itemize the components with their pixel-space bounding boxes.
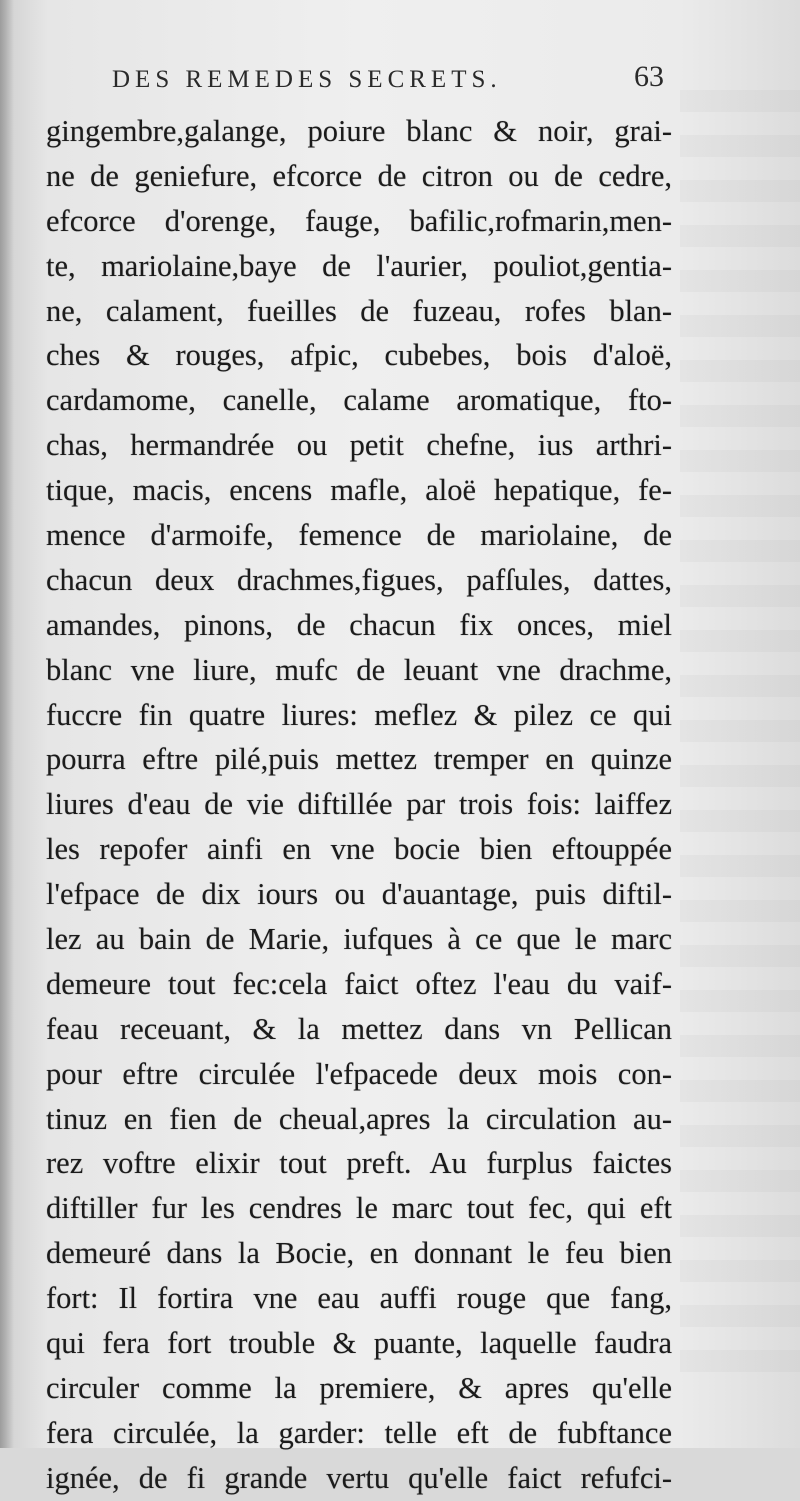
page-number: 63 xyxy=(634,60,664,93)
text-line: amandes, pinons, de chacun fix onces, miel xyxy=(46,607,672,642)
text-line: fuccre fin quatre liures: meflez & pilez ce qui xyxy=(46,697,672,732)
text-line: circuler comme la premiere, & apres qu'elle xyxy=(46,1370,672,1405)
text-line: cardamome, canelle, calame aromatique, fto- xyxy=(46,383,672,418)
text-line: lez au bain de Marie, iufques à ce que le marc xyxy=(46,922,672,957)
text-line: blanc vne liure, mufc de leuant vne drachme, xyxy=(46,652,672,687)
text-line: l'efpace de dix iours ou d'auantage, puis diftil- xyxy=(46,877,672,912)
text-line: diftiller fur les cendres le marc tout fec, qui eft xyxy=(46,1191,672,1226)
text-line: les repofer ainfi en vne bocie bien eftouppée xyxy=(46,832,672,867)
text-line: tique, macis, encens mafle, aloë hepatique, fe- xyxy=(46,473,672,508)
text-line: feau receuant, & la mettez dans vn Pellican xyxy=(46,1011,672,1046)
body-text xyxy=(46,109,672,1501)
text-line: demeuré dans la Bocie, en donnant le feu bien xyxy=(46,1236,672,1271)
text-line: fera circulée, la garder: telle eft de fubftance xyxy=(46,1415,672,1450)
text-line: ne, calament, fueilles de fuzeau, rofes blan- xyxy=(46,293,672,328)
text-line: mence d'armoife, femence de mariolaine, de xyxy=(46,518,672,553)
show-through-texture xyxy=(680,90,800,1390)
text-line: ignée, de fi grande vertu qu'elle faict refufci- xyxy=(46,1460,672,1495)
gutter-shadow xyxy=(0,0,14,1448)
text-line: rez voftre elixir tout preft. Au furplus faictes xyxy=(46,1146,672,1181)
text-line: te, mariolaine,baye de l'aurier, pouliot,gentia- xyxy=(46,248,672,283)
text-line: pourra eftre pilé,puis mettez tremper en quinze xyxy=(46,742,672,777)
text-line: ne de geniefure, efcorce de citron ou de cedre, xyxy=(46,158,672,193)
text-line: fort: Il fortira vne eau auffi rouge que fang, xyxy=(46,1281,672,1316)
text-line: chas, hermandrée ou petit chefne, ius arthri- xyxy=(46,428,672,463)
running-title: DES REMEDES SECRETS. xyxy=(112,66,502,93)
text-line: liures d'eau de vie diftillée par trois fois: laiffez xyxy=(46,787,672,822)
text-line: gingembre,galange, poiure blanc & noir, grai- xyxy=(46,114,672,148)
text-line: qui fera fort trouble & puante, laquelle faudra xyxy=(46,1326,672,1361)
text-line: ches & rouges, afpic, cubebes, bois d'aloë, xyxy=(46,338,672,373)
text-line: demeure tout fec:cela faict oftez l'eau du vaif- xyxy=(46,966,672,1001)
text-line: tinuz en fien de cheual,apres la circulation au- xyxy=(46,1101,672,1136)
running-head xyxy=(112,60,664,100)
text-line: pour eftre circulée l'efpacede deux mois con- xyxy=(46,1056,672,1091)
text-line: chacun deux drachmes,figues, pafſules, dattes, xyxy=(46,562,672,597)
text-line: efcorce d'orenge, fauge, bafilic,rofmarin,men- xyxy=(46,203,672,238)
